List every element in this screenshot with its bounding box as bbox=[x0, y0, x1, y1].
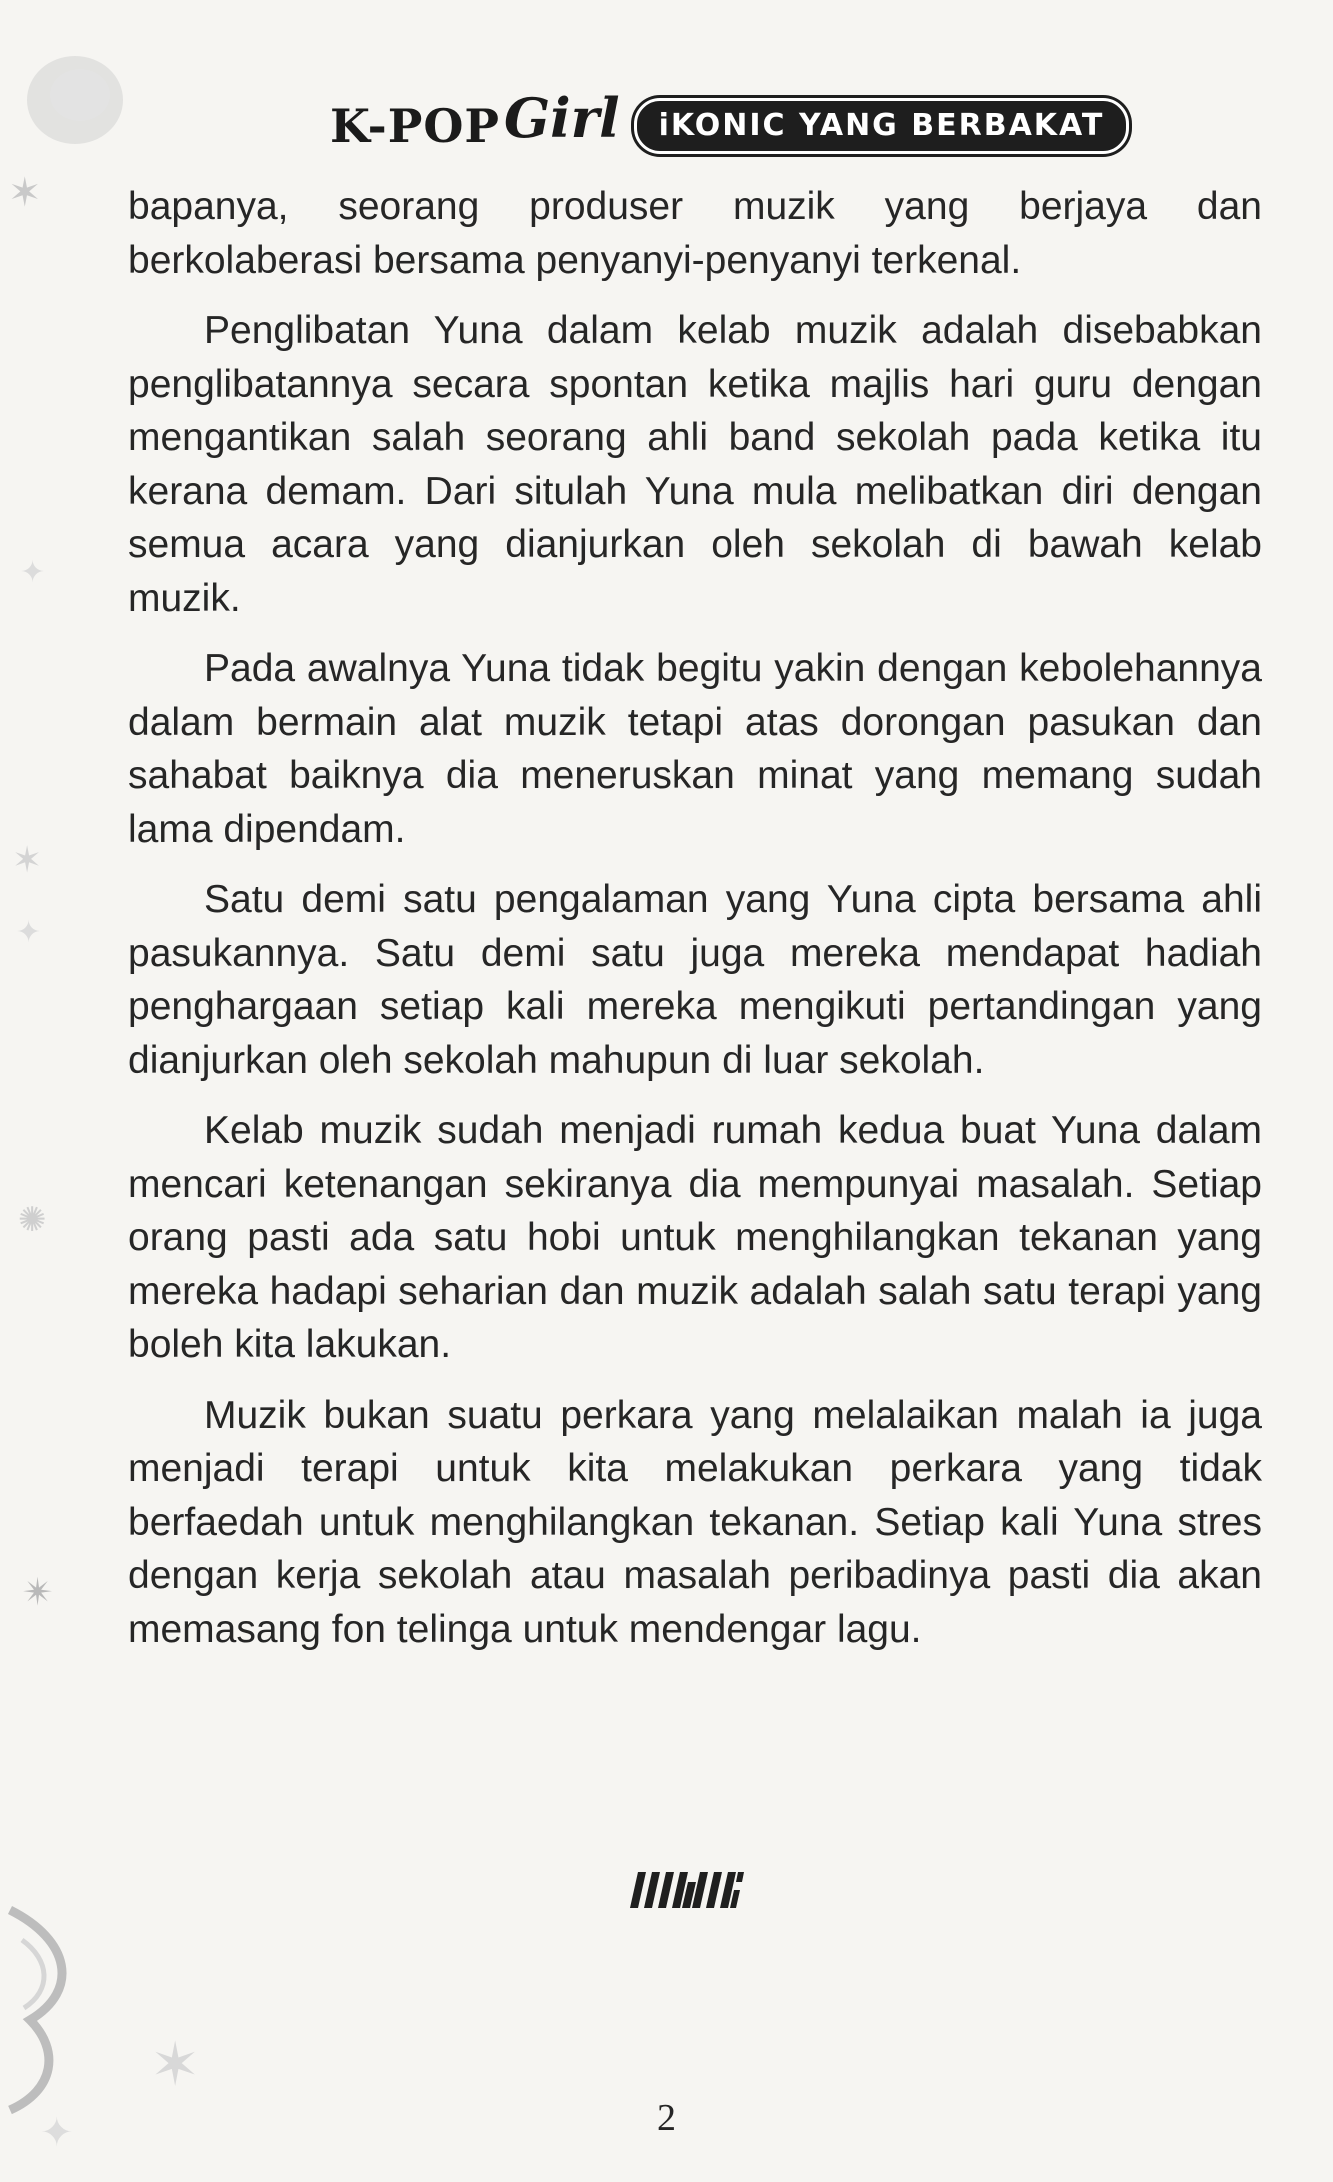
star-icon: ✶ bbox=[12, 840, 43, 881]
body-text bbox=[128, 180, 1262, 1673]
star-icon: ✦ bbox=[16, 915, 42, 950]
paragraph: Penglibatan Yuna dalam kelab muzik adalah disebabkan penglibatannya secara spontan ketika majlis hari guru dengan mengantikan salah seorang ahli band sekolah pada ketika itu kerana demam. Dari situlah Yuna mula melibatkan diri dengan semua acara yang dianjurkan oleh sekolah di bawah kelab muzik. bbox=[128, 309, 1262, 620]
music-note-decoration bbox=[0, 1900, 90, 2120]
paragraph: Satu demi satu pengalaman yang Yuna cipta bersama ahli pasukannya. Satu demi satu juga mereka mendapat hadiah penghargaan setiap kali mereka mengikuti pertandingan yang dianjurkan oleh sekolah mahupun di luar sekolah. bbox=[128, 878, 1262, 1082]
star-icon: ✺ bbox=[18, 1200, 47, 1240]
page-number: 2 bbox=[657, 2097, 676, 2139]
running-header bbox=[330, 86, 1129, 160]
paragraph: Pada awalnya Yuna tidak begitu yakin dengan kebolehannya dalam bermain alat muzik tetapi atas dorongan pasukan dan sahabat baiknya dia meneruskan minat yang memang sudah lama dipendam. bbox=[128, 647, 1262, 851]
star-icon: ✴ bbox=[22, 1570, 54, 1614]
paragraph: Muzik bukan suatu perkara yang melalaikan malah ia juga menjadi terapi untuk kita melakukan perkara yang tidak berfaedah untuk menghilangkan tekanan. Setiap kali Yuna stres dengan kerja sekolah atau masalah peribadinya pasti dia akan memasang fon telinga untuk mendengar lagu. bbox=[128, 1393, 1262, 1651]
star-icon: ✦ bbox=[20, 555, 46, 590]
star-icon: ✶ bbox=[150, 2030, 201, 2100]
paragraph: Kelab muzik sudah menjadi rumah kedua buat Yuna dalam mencari ketenangan sekiranya dia mempunyai masalah. Setiap orang pasti ada satu hobi untuk menghilangkan tekanan yang mereka hadapi seharian dan muzik adalah salah satu terapi yang boleh kita lakukan. bbox=[128, 1109, 1262, 1366]
series-badge: iKONIC YANG BERBAKAT bbox=[634, 98, 1130, 154]
star-icon: ✶ bbox=[8, 170, 42, 216]
brand-script-title: Girl bbox=[503, 86, 620, 150]
ikon-logo-mark bbox=[628, 1868, 746, 1912]
star-icon: ✦ bbox=[40, 2110, 74, 2156]
corner-blot-decoration bbox=[20, 40, 130, 150]
brand-title: K-POP bbox=[330, 99, 500, 153]
paragraph: bapanya, seorang produser muzik yang berjaya dan berkolaberasi bersama penyanyi-penyanyi terkenal. bbox=[128, 185, 1262, 282]
